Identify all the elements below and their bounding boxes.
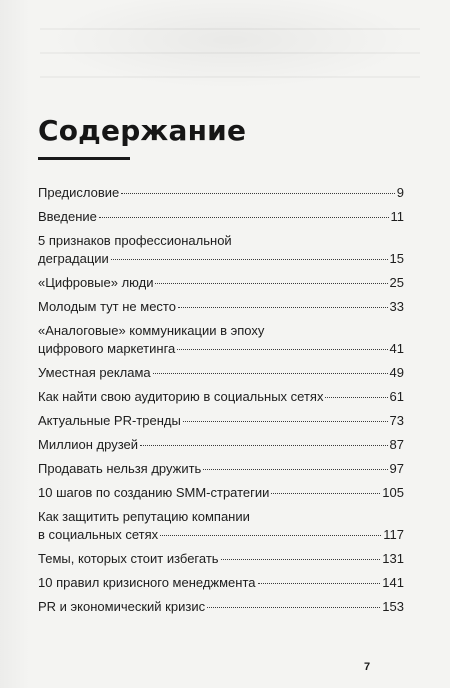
toc-entry-title-line: Как защитить репутацию компании (38, 509, 250, 524)
toc-entry-page-number: 73 (389, 413, 404, 428)
toc-entry-title: Введение (38, 209, 97, 224)
toc-entry[interactable] (38, 208, 404, 226)
toc-entry-title: PR и экономический кризис (38, 599, 206, 614)
toc-entry[interactable] (38, 598, 404, 616)
toc-entry-row (38, 484, 404, 502)
toc-entry[interactable] (38, 184, 404, 202)
toc-entry-row (38, 364, 404, 382)
toc-entry-row (38, 274, 404, 292)
toc-entry-row (38, 460, 404, 478)
toc-entry-title: Актуальные PR-тренды (38, 413, 181, 428)
toc-entry[interactable] (38, 574, 404, 592)
toc-entry[interactable] (38, 508, 404, 544)
title-underline (38, 157, 130, 160)
toc-entry[interactable] (38, 322, 404, 358)
toc-entry[interactable] (38, 388, 404, 406)
toc-entry-page-number: 141 (382, 575, 404, 590)
toc-entry-page-number: 97 (389, 461, 404, 476)
toc-entry-page-number: 15 (389, 251, 404, 266)
toc-entry[interactable] (38, 460, 404, 478)
toc-entry-title: Уместная реклама (38, 365, 151, 380)
dot-leader (153, 373, 388, 374)
toc-entry-title: 10 правил кризисного менеджмента (38, 575, 256, 590)
dot-leader (99, 217, 389, 218)
toc-entry-row (38, 184, 404, 202)
toc-entry-page-number: 131 (382, 551, 404, 566)
dot-leader (111, 259, 388, 260)
toc-entry-row (38, 550, 404, 568)
toc-entry-row (38, 412, 404, 430)
toc-entry[interactable] (38, 298, 404, 316)
dot-leader (121, 193, 395, 194)
toc-entry-page-number: 61 (389, 389, 404, 404)
toc-entry-title: Продавать нельзя дружить (38, 461, 202, 476)
toc-entry[interactable] (38, 436, 404, 454)
toc-entry-title: Предисловие (38, 185, 120, 200)
toc-entry-row (38, 574, 404, 592)
dot-leader (203, 469, 387, 470)
toc-entry-title: деградации (38, 251, 109, 266)
toc-entry-page-number: 25 (389, 275, 404, 290)
toc-entry-page-number: 49 (389, 365, 404, 380)
toc-entry-title-line: 5 признаков профессиональной (38, 233, 232, 248)
toc-entry-row (38, 388, 404, 406)
toc-entry-title: «Цифровые» люди (38, 275, 154, 290)
toc-entry-page-number: 11 (390, 209, 404, 224)
toc-entry-title-line: «Аналоговые» коммуникации в эпоху (38, 323, 265, 338)
dot-leader (258, 583, 381, 584)
toc-entry[interactable] (38, 412, 404, 430)
page-number: 7 (364, 661, 371, 673)
toc-entry-page-number: 87 (389, 437, 404, 452)
toc-entry-title: Молодым тут не место (38, 299, 176, 314)
toc-entry-title: Миллион друзей (38, 437, 139, 452)
toc-entry-page-number: 41 (389, 341, 404, 356)
toc-entry-title: в социальных сетях (38, 527, 159, 542)
toc-entry-row (38, 298, 404, 316)
dot-leader (177, 349, 387, 350)
toc-entry-row (38, 208, 404, 226)
toc-entry-page-number: 9 (396, 185, 404, 200)
toc-entry-row (38, 526, 404, 544)
toc-entry-page-number: 33 (389, 299, 404, 314)
dot-leader (271, 493, 380, 494)
toc-entry[interactable] (38, 484, 404, 502)
dot-leader (155, 283, 387, 284)
toc-entry-page-number: 117 (383, 527, 404, 542)
toc-entry-title: Как найти свою аудиторию в социальных сетях (38, 389, 324, 404)
dot-leader (160, 535, 381, 536)
dot-leader (140, 445, 388, 446)
dot-leader (178, 307, 388, 308)
toc-entry-page-number: 105 (382, 485, 404, 500)
dot-leader (207, 607, 380, 608)
toc-entry-title: 10 шагов по созданию SMM-стратегии (38, 485, 270, 500)
toc-entry[interactable] (38, 232, 404, 268)
toc-entry-title: цифрового маркетинга (38, 341, 176, 356)
toc-entry[interactable] (38, 364, 404, 382)
dot-leader (183, 421, 388, 422)
toc-entry-title: Темы, которых стоит избегать (38, 551, 219, 566)
toc-entry-row (38, 250, 404, 268)
dot-leader (325, 397, 387, 398)
toc-entry-row (38, 340, 404, 358)
dot-leader (221, 559, 381, 560)
toc-entry-page-number: 153 (382, 599, 404, 614)
toc-entry-row (38, 436, 404, 454)
toc-entry[interactable] (38, 550, 404, 568)
show-through-texture (40, 28, 420, 108)
toc-entry-row (38, 598, 404, 616)
toc-entry[interactable] (38, 274, 404, 292)
page-title: Содержание (38, 114, 247, 147)
table-of-contents (38, 184, 404, 622)
